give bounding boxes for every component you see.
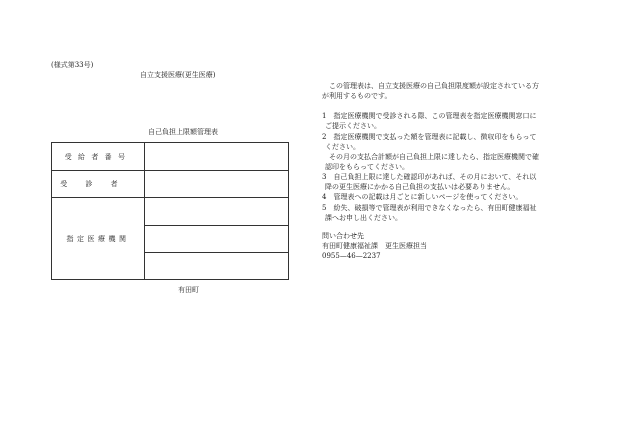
contact-phone: 0955—46—2237 xyxy=(322,252,381,261)
note-item-3: 3 自己負担上限に達した確認印があれば、その月において、それ以 xyxy=(322,173,537,182)
note-item-5: 5 紛失、破損等で管理表が利用できなくなったら、有田町健康福祉 xyxy=(322,203,537,212)
institution-slot-2 xyxy=(145,225,289,252)
intro-line: この管理表は、自立支援医療の自己負担限度額が設定されている方 xyxy=(329,82,539,90)
designated-institution-label: 指定医療機関 xyxy=(66,234,130,243)
footer-town: 有田町 xyxy=(178,286,199,294)
note-item-3-cont: 降の更生医療にかかる自己負担の支払いは必要ありません。 xyxy=(325,183,515,192)
designated-institution-label-cell xyxy=(52,198,145,280)
contact-heading: 問い合わせ先 xyxy=(322,231,364,240)
form-number: (様式第33号) xyxy=(51,61,94,69)
note-item-1: 1 指定医療機関で受診される際、この管理表を指定医療機関窓口に xyxy=(322,112,537,121)
note-item-2-cont: 認印をもらってください。 xyxy=(325,162,409,171)
contact-department: 有田町健康福祉課 更生医療担当 xyxy=(322,241,427,250)
note-item-2-cont: ください。 xyxy=(325,142,360,151)
recipient-number-value xyxy=(145,143,289,171)
patient-value xyxy=(145,171,289,198)
recipient-number-label: 受給者番号 xyxy=(64,152,132,161)
note-item-4: 4 管理表への記載は月ごとに新しいページを使ってください。 xyxy=(322,193,523,202)
note-item-2: 2 指定医療機関で支払った額を管理表に記載し、徴収印をもらって xyxy=(322,132,537,141)
management-table xyxy=(51,142,289,280)
patient-label: 受診者 xyxy=(60,180,136,189)
note-item-2-cont: その月の支払合計額が自己負担上限に達したら、指定医療機関で確 xyxy=(329,152,539,161)
institution-slot-3 xyxy=(145,252,289,279)
note-item-5-cont: 課へお申し出ください。 xyxy=(325,213,402,222)
patient-label-cell xyxy=(52,171,145,198)
table-title: 自己負担上限額管理表 xyxy=(148,128,218,136)
institution-slot-1 xyxy=(145,198,289,225)
header-title: 自立支援医療(更生医療) xyxy=(140,71,216,79)
note-item-1-cont: ご提示ください。 xyxy=(325,122,381,131)
usage-notes xyxy=(322,81,592,261)
intro-line: が利用するものです。 xyxy=(322,92,392,101)
recipient-number-label-cell xyxy=(52,143,145,171)
